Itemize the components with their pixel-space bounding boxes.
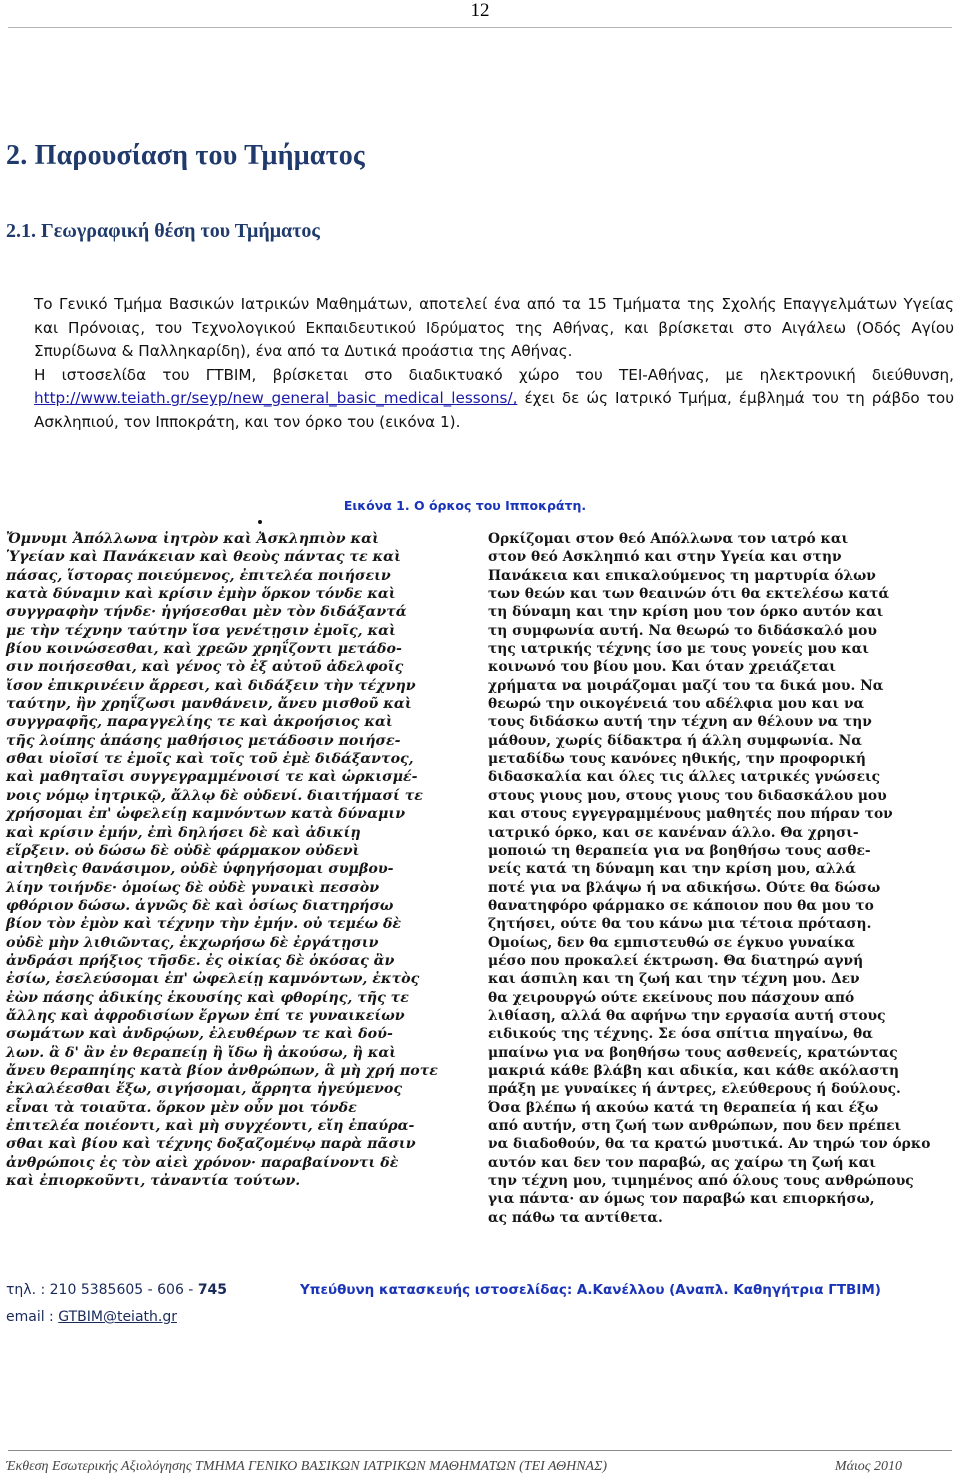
email-label: email :: [6, 1309, 59, 1325]
oath-ancient-line: με τὴν τέχνην ταύτην ἴσα γενέτῃσιν ἐμοῖς, καὶ: [6, 622, 396, 639]
contact-phone: [6, 1282, 227, 1298]
oath-modern-line: θανατηφόρο φάρμακο σε κάποιον που θα μου το: [488, 897, 874, 914]
oath-ancient-line: ἐὼν πάσης ἀδικίης ἑκουσίης καὶ φθορίης, τῆς τε: [6, 989, 409, 1006]
oath-ancient-line: αἰτηθεὶς θανάσιμον, οὐδὲ ὑφηγήσομαι συμβου-: [6, 861, 394, 878]
oath-ancient-greek-column: [6, 530, 468, 1190]
oath-modern-line: ποτέ για να βλάψω ή να αδικήσω. Ούτε θα δώσω: [488, 879, 881, 896]
oath-ancient-line: σθαι καὶ βίου καὶ τέχνης δοξαζομένῳ παρὰ πᾶσιν: [6, 1136, 416, 1153]
oath-ancient-line: ἄλλης καὶ ἀφροδισίων ἔργων ἐπί τε γυναικείων: [6, 1007, 405, 1024]
oath-ancient-line: εἶναι τὰ τοιαῦτα. ὅρκον μὲν οὖν μοι τόνδε: [6, 1099, 357, 1116]
header-divider: [8, 27, 952, 28]
oath-ancient-line: βίου κοινώσεσθαι, καὶ χρεῶν χρηΐζοντι μετάδο-: [6, 641, 402, 658]
oath-ancient-line: φθόριον δώσω. ἁγνῶς δὲ καὶ ὁσίως διατηρήσω: [6, 897, 394, 914]
hippocratic-oath-image: [6, 520, 946, 1280]
oath-modern-line: από αυτήν, στη ζωή των ανθρώπων, που δεν πρέπει: [488, 1118, 902, 1134]
email-link[interactable]: GTBIM@teiath.gr: [58, 1309, 177, 1325]
oath-modern-line: θα χειρουργώ ούτε εκείνους που πάσχουν από: [488, 989, 855, 1006]
oath-modern-line: τους διδάσκω αυτή την τέχνη αν θέλουν να την: [488, 714, 872, 731]
paragraph-website-intro: Η ιστοσελίδα του ΓΤΒΙΜ, βρίσκεται στο διαδικτυακό χώρο του ΤΕΙ-Αθήνας, με ηλεκτρονική διεύθυνση,: [34, 365, 954, 384]
oath-modern-line: νείς κατά τη δύναμη και την κρίση μου, αλλά: [488, 861, 856, 878]
oath-modern-line: ας πάθω τα αντίθετα.: [488, 1209, 663, 1226]
oath-modern-line: Ορκίζομαι στον θεό Απόλλωνα τον ιατρό και: [488, 531, 849, 547]
figure-caption: Εικόνα 1. Ο όρκος του Ιπποκράτη.: [343, 498, 587, 513]
oath-ancient-line: λίην τοιήνδε· ὁμοίως δὲ οὐδὲ γυναικὶ πεσσὸν: [6, 879, 380, 896]
oath-modern-line: μπαίνω για να βοηθήσω τους ασθενείς, κρατώντας: [488, 1044, 898, 1061]
oath-modern-line: των θεών και των θεαινών ότι θα εκτελέσω κατά: [488, 586, 890, 603]
oath-ancient-line: οὐδὲ μὴν λιθιῶντας, ἐκχωρήσω δὲ ἐργάτῃσιν: [6, 934, 379, 951]
scan-dot: [258, 520, 262, 524]
subsection-title: 2.1. Γεωγραφική θέση του Τμήματος: [6, 220, 320, 242]
oath-modern-line: και στους εγγεγραμμένους μαθητές που πήραν τον: [488, 806, 893, 823]
paragraph-website-emblem: έχει δε ώς Ιατρικό Τμήμα, έμβλημά του τη ράβδο του Ασκληπιού, τον Ιπποκράτη, και τον όρκο του (εικόνα 1).: [34, 389, 954, 431]
oath-ancient-line: χρήσομαι ἐπ' ὠφελείῃ καμνόντων κατὰ δύναμιν: [6, 806, 406, 823]
footer-divider: [8, 1450, 952, 1451]
oath-modern-line: στους γιους μου, στους γιους του διδασκάλου μου: [488, 787, 887, 804]
oath-ancient-line: καὶ κρίσιν ἐμήν, ἐπὶ δηλήσει δὲ καὶ ἀδικίῃ: [6, 824, 361, 841]
oath-ancient-line: ταύτην, ἢν χρηΐζωσι μανθάνειν, ἄνευ μισθοῦ καὶ: [6, 696, 412, 713]
oath-ancient-line: ἀνθρώποις ἐς τὸν αἰεὶ χρόνον· παραβαίνοντι δὲ: [6, 1154, 399, 1171]
oath-ancient-line: καὶ μαθηταῖσι συγγεγραμμένοισί τε καὶ ὡρκισμέ-: [6, 769, 418, 786]
oath-modern-line: τη δύναμη και την κρίση μου τον όρκο αυτόν και: [488, 604, 884, 621]
oath-ancient-line: Ὄμνυμι Ἀπόλλωνα ἰητρὸν καὶ Ἀσκληπιὸν καὶ: [6, 531, 379, 547]
oath-modern-line: ζητήσει, ούτε θα του κάνω μια τέτοια πρόταση.: [488, 916, 872, 933]
oath-ancient-line: κατὰ δύναμιν καὶ κρίσιν ἐμὴν ὅρκον τόνδε καὶ: [6, 586, 396, 603]
footer-date: Μάιος 2010: [834, 1459, 902, 1474]
oath-modern-line: και άσπιλη και τη ζωή και την τέχνη μου. Δεν: [488, 971, 860, 988]
paragraph-website: [6, 364, 954, 435]
oath-modern-line: μάθουν, χωρίς δίδακτρα ή άλλη συμφωνία. Να: [488, 732, 862, 749]
oath-ancient-line: σθαι υἱοῖσί τε ἐμοῖς καὶ τοῖς τοῦ ἐμὲ διδάξαντος,: [6, 751, 414, 768]
webmaster-credit: Υπεύθυνη κατασκευής ιστοσελίδας: Α.Κανέλλου (Αναπλ. Καθηγήτρια ΓΤΒΙΜ): [300, 1282, 881, 1298]
oath-modern-line: λιθίαση, αλλά θα αφήνω την εργασία αυτή στους: [488, 1007, 886, 1024]
oath-modern-line: κοινωνό του βίου μου. Και όταν χρειάζεται: [488, 659, 836, 676]
oath-modern-line: Όσα βλέπω ή ακούω κατά τη θεραπεία ή και έξω: [488, 1099, 879, 1116]
phone-numbers: τηλ. : 210 5385605 - 606 -: [6, 1282, 198, 1298]
oath-modern-line: Ομοίως, δεν θα εμπιστευθώ σε έγκυο γυναίκα: [488, 934, 855, 951]
department-website-link[interactable]: http://www.teiath.gr/seyp/new_general_basic_medical_lessons/,: [34, 389, 518, 408]
oath-modern-line: ιατρικό όρκο, και σε κανέναν άλλο. Θα χρησι-: [488, 824, 859, 841]
oath-ancient-line: σιν ποιήσεσθαι, καὶ γένος τὸ ἐξ αὐτοῦ ἀδελφοῖς: [6, 659, 404, 676]
oath-modern-line: μεταδίδω τους κανόνες ηθικής, την προφορική: [488, 751, 866, 768]
paragraph-location: Το Γενικό Τμήμα Βασικών Ιατρικών Μαθημάτων, αποτελεί ένα από τα 15 Τμήματα της Σχολής Επαγγελμάτων Υγείας και Πρόνοιας, του Τεχνολογικού Εκπαιδευτικού Ιδρύματος της Αθήνας, και βρίσκεται στο Αιγάλεω (Οδός Αγίου Σπυρίδωνα & Παλληκαρίδη), ένα από τα Δυτικά προάστια της Αθήνας.: [34, 295, 954, 361]
oath-modern-line: Πανάκεια και επικαλούμενος τη μαρτυρία όλων: [488, 567, 876, 584]
oath-modern-line: την τέχνη μου, τιμημένος από όλους τους ανθρώπους: [488, 1173, 914, 1190]
footer-report-title: Έκθεση Εσωτερικής Αξιολόγησης ΤΜΗΜΑ ΓΕΝΙΚΟ ΒΑΣΙΚΩΝ ΙΑΤΡΙΚΩΝ ΜΑΘΗΜΑΤΩΝ (ΤΕΙ ΑΘΗΝΑΣ): [6, 1459, 608, 1474]
oath-ancient-line: σωμάτων καὶ ἀνδρῴων, ἐλευθέρων τε καὶ δού-: [6, 1026, 393, 1043]
oath-modern-line: για πάντα· αν όμως τον παραβώ και επιορκήσω,: [488, 1191, 875, 1208]
oath-modern-line: χρήματα να μοιράζομαι μαζί του τα δικά μου. Να: [488, 677, 884, 694]
oath-ancient-line: ἀνδράσι πρήξιος τῆσδε. ἐς οἰκίας δὲ ὁκόσας ἂν: [6, 952, 395, 969]
oath-ancient-line: ἐκλαλέεσθαι ἔξω, σιγήσομαι, ἄρρητα ἡγεύμενος: [6, 1081, 402, 1098]
oath-ancient-line: πάσας, ἵστορας ποιεύμενος, ἐπιτελέα ποιήσειν: [6, 567, 391, 584]
oath-modern-line: αυτόν και δεν τον παραβώ, ας χαίρω τη ζωή και: [488, 1154, 876, 1171]
phone-extension: 745: [197, 1282, 228, 1298]
section-title: 2. Παρουσίαση του Τμήματος: [6, 140, 365, 171]
oath-ancient-line: βίον τὸν ἐμὸν καὶ τέχνην τὴν ἐμήν. οὐ τεμέω δὲ: [6, 916, 402, 933]
body-text: [6, 293, 954, 435]
contact-email: [6, 1309, 177, 1325]
oath-ancient-line: ἄνευ θεραπηίης κατὰ βίον ἀνθρώπων, ἃ μὴ χρή ποτε: [6, 1062, 438, 1079]
oath-ancient-line: ἴσον ἐπικρινέειν ἄρρεσι, καὶ διδάξειν τὴν τέχνην: [6, 677, 416, 694]
page-number: 12: [470, 0, 490, 21]
oath-ancient-line: νοις νόμῳ ἰητρικῷ, ἄλλῳ δὲ οὐδενί. διαιτήμασί τε: [6, 787, 423, 804]
oath-modern-line: της ιατρικής τέχνης ίσο με τους γονείς μου και: [488, 641, 869, 658]
oath-ancient-line: ἐσίω, ἐσελεύσομαι ἐπ' ὠφελείῃ καμνόντων, ἐκτὸς: [6, 971, 420, 988]
oath-modern-line: μοποιώ τη θεραπεία για να βοηθήσω τους ασθε-: [488, 842, 871, 859]
oath-modern-line: μακριά κάθε βλάβη και αδικία, και κάθε ακόλαστη: [488, 1062, 900, 1079]
oath-ancient-line: συγγραφὴν τήνδε· ἡγήσεσθαι μὲν τὸν διδάξαντά: [6, 604, 407, 621]
oath-ancient-line: λων. ἃ δ' ἂν ἐν θεραπείῃ ἢ ἴδω ἢ ἀκούσω, ἢ καὶ: [6, 1044, 397, 1061]
oath-modern-line: στον θεό Ασκληπιό και στην Υγεία και στην: [488, 549, 842, 566]
oath-modern-line: μέσο που προκαλεί έκτρωση. Θα διατηρώ αγνή: [488, 952, 864, 969]
oath-modern-line: ειδικούς της τέχνης. Σε όσα σπίτια πηγαίνω, θα: [488, 1026, 873, 1043]
oath-modern-greek-column: [488, 530, 946, 1227]
oath-ancient-line: καὶ ἐπιορκοῦντι, τἀναντία τούτων.: [6, 1173, 301, 1190]
oath-ancient-line: συγγραφῆς, παραγγελίης τε καὶ ἀκροήσιος καὶ: [6, 714, 393, 731]
oath-modern-line: τη συμφωνία αυτή. Να θεωρώ το διδάσκαλό μου: [488, 622, 877, 639]
oath-ancient-line: ἐπιτελέα ποιέοντι, καὶ μὴ συγχέοντι, εἴη ἐπαύρα-: [6, 1118, 415, 1134]
oath-ancient-line: Ὑγείαν καὶ Πανάκειαν καὶ θεοὺς πάντας τε καὶ: [6, 549, 401, 566]
oath-ancient-line: τῆς λοίπης ἁπάσης μαθήσιος μετάδοσιν ποιήσε-: [6, 732, 401, 749]
oath-modern-line: πράξη με γυναίκες ή άντρες, ελεύθερους ή δούλους.: [488, 1081, 901, 1098]
oath-modern-line: να διαδοθούν, θα τα κρατώ μυστικά. Αν τηρώ τον όρκο: [488, 1136, 931, 1153]
oath-ancient-line: εἴρξειν. οὐ δώσω δὲ οὐδὲ φάρμακον οὐδενὶ: [6, 842, 360, 859]
oath-modern-line: θεωρώ την οικογένειά του αδέλφια μου και να: [488, 696, 865, 713]
oath-modern-line: διδασκαλία και όλες τις άλλες ιατρικές γνώσεις: [488, 769, 881, 786]
